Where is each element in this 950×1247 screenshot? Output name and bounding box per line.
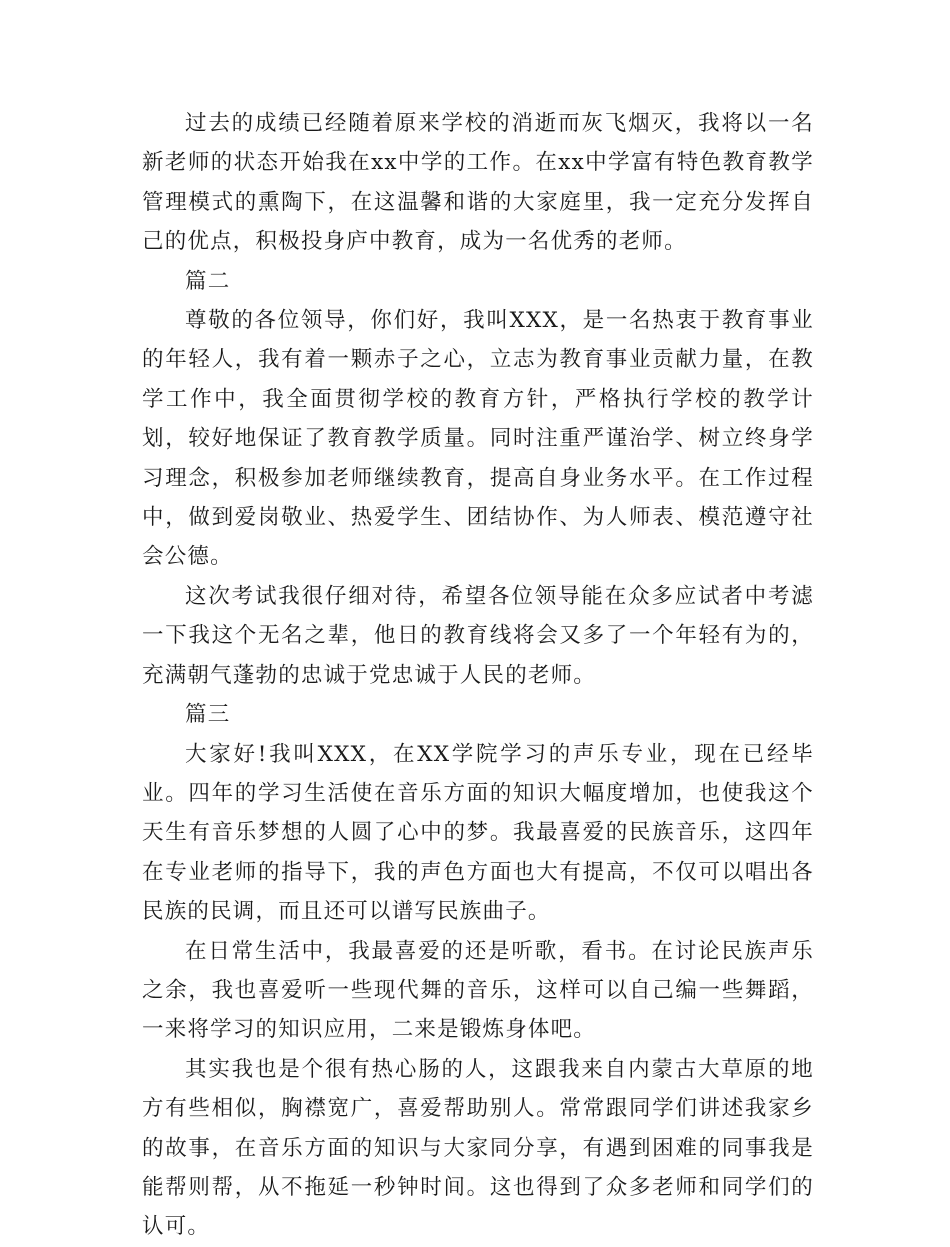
paragraph-1: 过去的成绩已经随着原来学校的消逝而灰飞烟灭，我将以一名新老师的状态开始我在xx中学的工作。在xx中学富有特色教育教学管理模式的熏陶下，在这温馨和谐的大家庭里，我一定充分发挥自己的优点，积极投身庐中教育，成为一名优秀的老师。	[142, 111, 814, 255]
section-heading-3: 篇三	[185, 702, 231, 728]
paragraph-6: 其实我也是个很有热心肠的人，这跟我来自内蒙古大草原的地方有些相似，胸襟宽广，喜爱帮助别人。常常跟同学们讲述我家乡的故事，在音乐方面的知识与大家同分享，有遇到困难的同事我是能帮则帮，从不拖延一秒钟时间。这也得到了众多老师和同学们的认可。	[142, 1056, 814, 1240]
section-heading-2: 篇二	[185, 268, 231, 294]
paragraph-2: 尊敬的各位领导，你们好，我叫XXX，是一名热衷于教育事业的年轻人，我有着一颗赤子之心，立志为教育事业贡献力量，在教学工作中，我全面贯彻学校的教育方针，严格执行学校的教学计划，较好地保证了教育教学质量。同时注重严谨治学、树立终身学习理念，积极参加老师继续教育，提高自身业务水平。在工作过程中，做到爱岗敬业、热爱学生、团结协作、为人师表、模范遵守社会公德。	[142, 308, 814, 570]
paragraph-5: 在日常生活中，我最喜爱的还是听歌，看书。在讨论民族声乐之余，我也喜爱听一些现代舞的音乐，这样可以自己编一些舞蹈，一来将学习的知识应用，二来是锻炼身体吧。	[142, 938, 814, 1043]
document-body	[142, 104, 814, 1247]
paragraph-4: 大家好!我叫XXX，在XX学院学习的声乐专业，现在已经毕业。四年的学习生活使在音乐方面的知识大幅度增加，也使我这个天生有音乐梦想的人圆了心中的梦。我最喜爱的民族音乐，这四年在专业老师的指导下，我的声色方面也大有提高，不仅可以唱出各民族的民调，而且还可以谱写民族曲子。	[142, 741, 814, 925]
paragraph-3: 这次考试我很仔细对待，希望各位领导能在众多应试者中考滤一下我这个无名之辈，他日的教育线将会又多了一个年轻有为的，充满朝气蓬勃的忠诚于党忠诚于人民的老师。	[142, 583, 814, 688]
